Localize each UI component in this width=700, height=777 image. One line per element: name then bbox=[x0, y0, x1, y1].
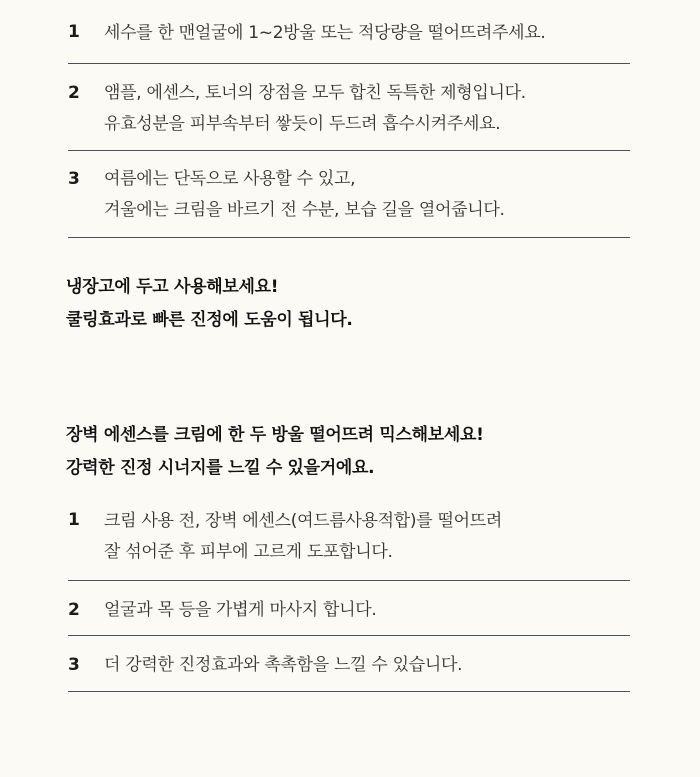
usage-step bbox=[68, 18, 630, 64]
step-line: 앰플, 에센스, 토너의 장점을 모두 합친 독특한 제형입니다. bbox=[104, 83, 526, 103]
usage-step bbox=[68, 64, 630, 151]
step-number: 3 bbox=[68, 169, 80, 189]
usage-steps-list bbox=[68, 18, 630, 238]
step-line: 잘 섞어준 후 피부에 고르게 도포합니다. bbox=[104, 542, 393, 562]
mix-step bbox=[68, 636, 630, 692]
tip-refrigerate bbox=[66, 271, 353, 337]
step-line: 여름에는 단독으로 사용할 수 있고, bbox=[104, 169, 356, 189]
step-description bbox=[104, 18, 630, 49]
step-number: 1 bbox=[68, 510, 80, 530]
tip-line: 강력한 진정 시너지를 느낄 수 있을거에요. bbox=[66, 458, 375, 478]
tip-line: 쿨링효과로 빠른 진정에 도움이 됩니다. bbox=[66, 310, 353, 330]
step-line: 더 강력한 진정효과와 촉촉함을 느낄 수 있습니다. bbox=[104, 655, 463, 675]
mix-step bbox=[68, 505, 630, 581]
tip-mix-essence bbox=[66, 419, 484, 485]
mix-steps-list bbox=[68, 505, 630, 692]
step-line: 겨울에는 크림을 바르기 전 수분, 보습 길을 열어줍니다. bbox=[104, 200, 505, 220]
step-line: 얼굴과 목 등을 가볍게 마사지 합니다. bbox=[104, 600, 377, 620]
step-number: 3 bbox=[68, 655, 80, 675]
mix-step bbox=[68, 581, 630, 636]
step-line: 유효성분을 피부속부터 쌓듯이 두드려 흡수시켜주세요. bbox=[104, 114, 501, 134]
tip-line: 냉장고에 두고 사용해보세요! bbox=[66, 277, 279, 297]
usage-step bbox=[68, 151, 630, 238]
step-description bbox=[104, 64, 630, 140]
step-number: 1 bbox=[68, 22, 80, 42]
step-number: 2 bbox=[68, 600, 80, 620]
step-description bbox=[104, 151, 630, 226]
step-number: 2 bbox=[68, 83, 80, 103]
step-line: 세수를 한 맨얼굴에 1~2방울 또는 적당량을 떨어뜨려주세요. bbox=[104, 23, 546, 43]
step-line: 크림 사용 전, 장벽 에센스(여드름사용적합)를 떨어뜨려 bbox=[104, 511, 502, 531]
tip-line: 장벽 에센스를 크림에 한 두 방울 떨어뜨려 믹스해보세요! bbox=[66, 425, 484, 445]
step-description bbox=[104, 505, 630, 568]
step-description bbox=[104, 581, 630, 626]
step-description bbox=[104, 636, 630, 681]
